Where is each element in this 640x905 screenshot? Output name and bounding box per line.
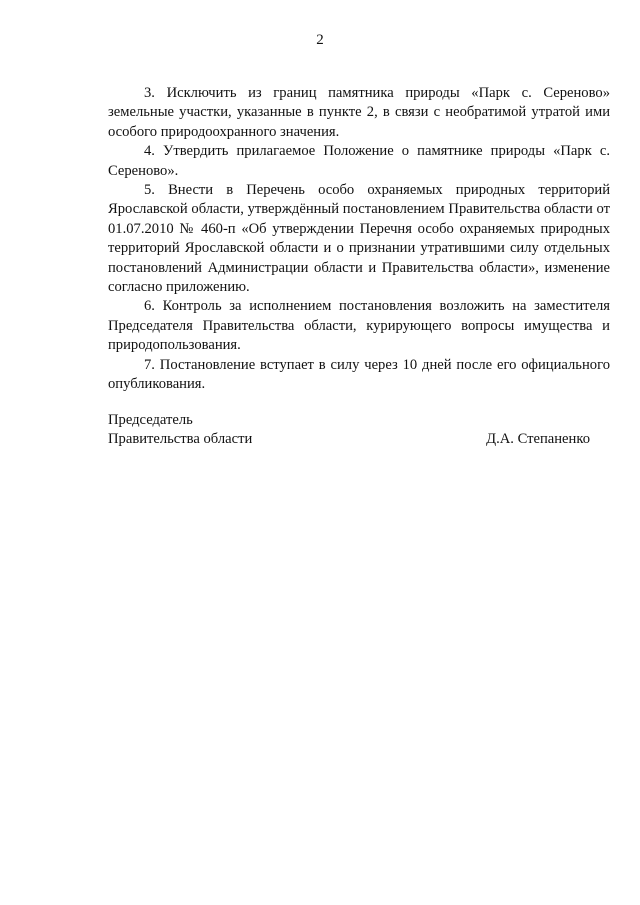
signer-title-line1: Председатель (108, 412, 193, 428)
paragraph-item-6: 6. Контроль за исполнением постановления возложить на заместителя Председателя Правительства области, курирующего вопросы имущества и природопользования. (108, 298, 610, 354)
signature-block (108, 411, 590, 450)
page-number: 2 (316, 32, 324, 48)
signer-title-line2: Правительства области (108, 431, 253, 448)
signer-name: Д.А. Степаненко (486, 431, 590, 448)
document-body (108, 84, 610, 395)
paragraph-item-4: 4. Утвердить прилагаемое Положение о памятнике природы «Парк с. Сереново». (108, 143, 610, 179)
signature-row (108, 430, 590, 449)
paragraph-item-7: 7. Постановление вступает в силу через 10 дней после его официального опубликования. (108, 356, 610, 393)
paragraph-item-5: 5. Внести в Перечень особо охраняемых природных территорий Ярославской области, утверждённый постановлением Правительства области от 01.07.2010 № 460-п «Об утверждении Перечня особо охраняемых природных территорий Ярославской области и о признании утратившими силу отдельных постановлений Администрации области и Правительства области», изменение согласно приложению. (108, 182, 610, 296)
paragraph-item-3: 3. Исключить из границ памятника природы «Парк с. Сереново» земельные участки, указанные в пункте 2, в связи с необратимой утратой ими особого природоохранного значения. (108, 85, 610, 140)
